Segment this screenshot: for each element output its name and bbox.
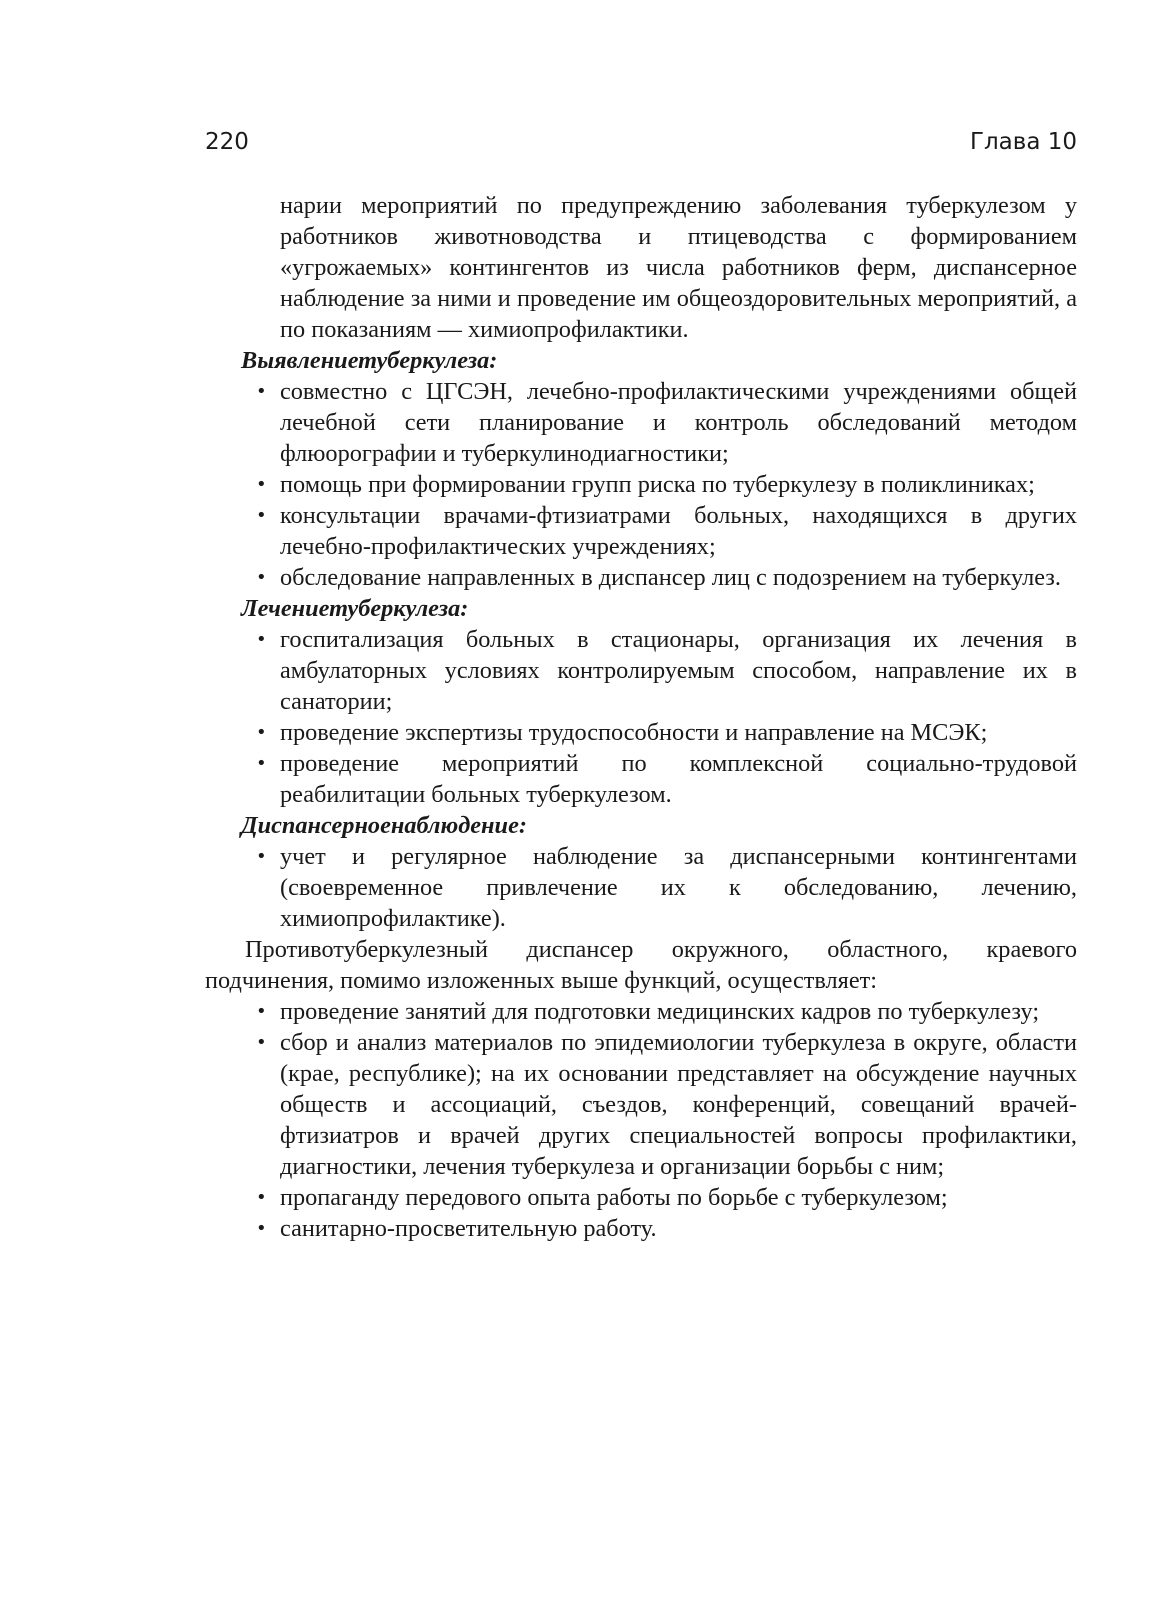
- regional-dispensary-paragraph: Противотуберкулезный диспансер окружного, областного, краевого подчинения, помимо изложенных выше функций, осуществляет:: [205, 936, 1077, 994]
- list-item: [205, 376, 1077, 469]
- list-item-text: проведение занятий для подготовки медицинских кадров по туберкулезу;: [280, 998, 1040, 1025]
- running-head: [205, 124, 1077, 160]
- bullet-icon: •: [256, 1001, 267, 1022]
- list-item: [205, 748, 1077, 810]
- page-number: 220: [205, 129, 249, 155]
- bullet-icon: •: [256, 381, 267, 402]
- list-item-text: проведение экспертизы трудоспособности и направление на МСЭК;: [280, 719, 988, 746]
- list-item-text: совместно с ЦГСЭН, лечебно-профилактическими учреждениями общей лечебной сети планирование и контроль обследований методом флюорографии и туберкулинодиагностики;: [280, 378, 1077, 467]
- list-item: [205, 469, 1077, 500]
- list-item: [205, 562, 1077, 593]
- list-item: [205, 624, 1077, 717]
- bullet-icon: •: [256, 722, 267, 743]
- list-item: [205, 1213, 1077, 1244]
- detection-list: [205, 376, 1077, 593]
- section-heading-treatment: Лечениетуберкулеза:: [241, 595, 469, 622]
- bullet-icon: •: [256, 505, 267, 526]
- bullet-icon: •: [256, 753, 267, 774]
- list-item: [205, 500, 1077, 562]
- list-item-text: учет и регулярное наблюдение за диспансерными контингентами (своевременное привлечение их к обследованию, лечению, химиопрофилактике).: [280, 843, 1077, 932]
- bullet-icon: •: [256, 474, 267, 495]
- bullet-icon: •: [256, 1187, 267, 1208]
- dispensary-list: [205, 841, 1077, 934]
- section-heading-dispensary: Диспансерноенаблюдение:: [241, 812, 527, 839]
- treatment-list: [205, 624, 1077, 810]
- list-item: [205, 1182, 1077, 1213]
- list-item-text: пропаганду передового опыта работы по борьбе с туберкулезом;: [280, 1184, 948, 1211]
- list-item-text: санитарно-просветительную работу.: [280, 1215, 657, 1242]
- intro-continuation-paragraph: нарии мероприятий по предупреждению заболевания туберкулезом у работников животноводства и птицеводства с формированием «угрожаемых» контингентов из числа работников ферм, диспансерное наблюдение за ними и проведение им общеоздоровительных мероприятий, а по показаниям — химиопрофилактики.: [280, 192, 1077, 343]
- bullet-icon: •: [256, 1218, 267, 1239]
- bullet-icon: •: [256, 1032, 267, 1053]
- chapter-label: Глава 10: [969, 129, 1077, 155]
- page-body: [205, 190, 1077, 1244]
- regional-functions-list: [205, 996, 1077, 1244]
- list-item-text: помощь при формировании групп риска по туберкулезу в поликлиниках;: [280, 471, 1035, 498]
- list-item: [205, 1027, 1077, 1182]
- bullet-icon: •: [256, 629, 267, 650]
- bullet-icon: •: [256, 846, 267, 867]
- list-item-text: консультации врачами-фтизиатрами больных, находящихся в других лечебно-профилактических учреждениях;: [280, 502, 1077, 560]
- list-item-text: проведение мероприятий по комплексной социально-трудовой реабилитации больных туберкулезом.: [280, 750, 1077, 808]
- list-item: [205, 841, 1077, 934]
- list-item: [205, 996, 1077, 1027]
- bullet-icon: •: [256, 567, 267, 588]
- list-item-text: обследование направленных в диспансер лиц с подозрением на туберкулез.: [280, 564, 1061, 591]
- list-item-text: госпитализация больных в стационары, организация их лечения в амбулаторных условиях контролируемым способом, направление их в санатории;: [280, 626, 1077, 715]
- list-item-text: сбор и анализ материалов по эпидемиологии туберкулеза в округе, области (крае, республике); на их основании представляет на обсуждение научных обществ и ассоциаций, съездов, конференций, совещаний врачей-фтизиатров и врачей других специальностей вопросы профилактики, диагностики, лечения туберкулеза и организации борьбы с ним;: [280, 1029, 1077, 1180]
- list-item: [205, 717, 1077, 748]
- section-heading-detection: Выявлениетуберкулеза:: [241, 347, 498, 374]
